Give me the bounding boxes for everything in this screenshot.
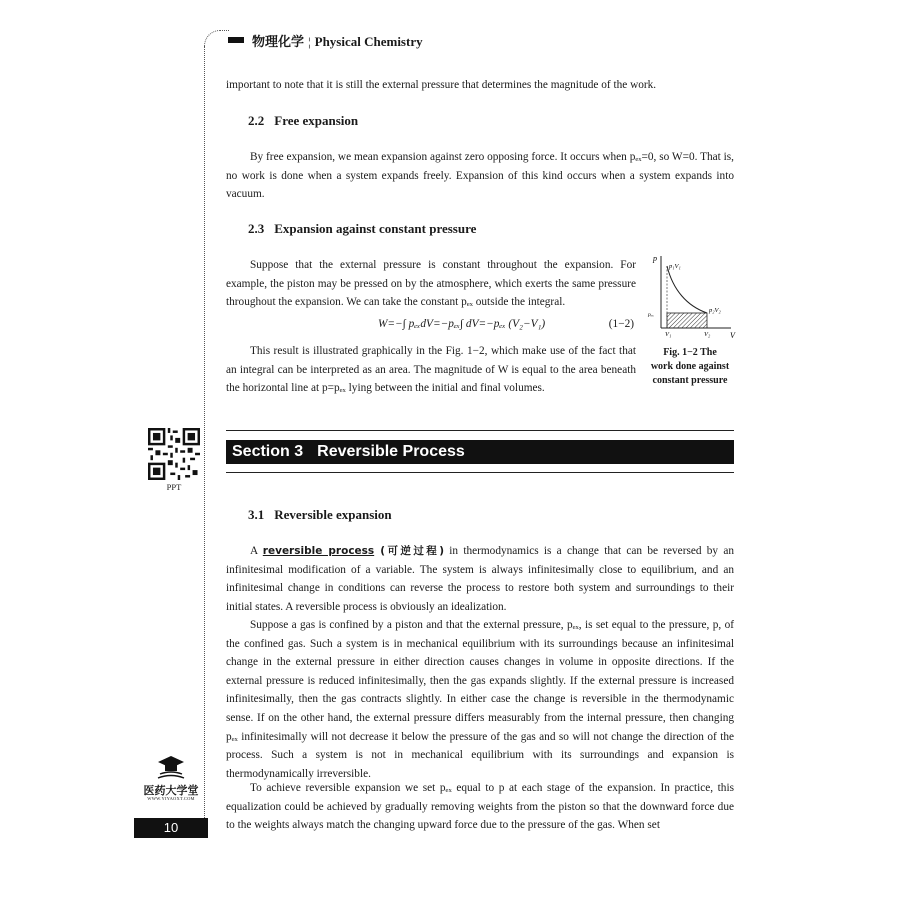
header-separator: ¦ [308, 34, 311, 49]
subheading-number: 2.2 [248, 113, 265, 128]
reversible-paragraph-3: To achieve reversible expansion we set pₑₓ equal to p at each stage of the expansion. In practice, this equalization could be achieved by gradually removing weights from the piston so that the downward force due to the weights always match the changing upward force due to the pressure of the gas. When set [226, 782, 734, 832]
subheading-2-3 [248, 221, 476, 237]
intro-text: important to note that it is still the external pressure that determines the magnitude of the work. [226, 79, 657, 91]
keyword-reversible-process: reversible process [262, 545, 375, 557]
figure-caption [640, 346, 740, 388]
pv-diagram-figure [647, 252, 737, 342]
qr-label: PPT [166, 482, 182, 492]
subheading-number: 2.3 [248, 221, 265, 236]
subheading-title: Reversible expansion [274, 507, 392, 522]
margin-border [204, 46, 205, 820]
header-en-title: Physical Chemistry [314, 34, 423, 49]
figure-caption-line: work done against [650, 361, 730, 372]
constant-pressure-paragraph-1: Suppose that the external pressure is constant throughout the expansion. For example, the piston may be pressed on by the atmosphere, which exerts the same pressure throughout the expansion. We can take the constant pₑₓ outside the integral. [226, 259, 636, 309]
keyword-cn-translation: (可逆过程) [374, 545, 445, 557]
subheading-title: Free expansion [274, 113, 359, 128]
subheading-title: Expansion against constant pressure [274, 221, 477, 236]
margin-border-arc [204, 30, 229, 47]
free-expansion-paragraph: By free expansion, we mean expansion against zero opposing force. It occurs when pₑₓ=0, so W=0. That is, no work is done when a system expands freely. Expansion of this kind occurs when a system expands into vacuum. [226, 151, 734, 201]
pex-label: pₑₓ [648, 312, 654, 318]
equation-label: (1−2) [608, 318, 634, 330]
header-cn-title: 物理化学 [252, 34, 305, 49]
header-bar [228, 37, 244, 43]
reversible-paragraph-2: Suppose a gas is confined by a piston and that the external pressure, pₑₓ, is set equal to the pressure, p, of the confined gas. Such a system is in mechanical equilibrium with its surroundings because an infinitesimal change in the external pressure in either direction causes changes in volume in opposite directions. If the external pressure is reduced infinitesimally, then the gas expands slightly. If the external pressure is increased infinitesimally, then the gas contracts slightly. In either case the change is reversible in the thermodynamic sense. If on the other hand, the external pressure differs measurably from the internal pressure, then changing pₑₓ infinitesimally will not decrease it below the pressure of the gas and so will not change the direction of the process. Such a system is not in mechanical equilibrium with its surroundings and expansion is thermodynamically irreversible. [226, 619, 734, 780]
expansion-curve [667, 266, 707, 313]
p2v2-label: p₂V₂ [709, 307, 721, 314]
logo-text: 医药大学堂 [143, 785, 199, 797]
p-axis-label: p [653, 254, 657, 263]
paragraph-text: A [250, 545, 263, 557]
section-name: Reversible Process [317, 443, 465, 460]
constant-pressure-paragraph-2: This result is illustrated graphically in the Fig. 1−2, which make use of the fact that an integral can be interpreted as an area. The magnitude of W is equal to the area beneath the horizontal line at p=pₑₓ lying between the initial and final volumes. [226, 345, 636, 395]
p1v1-label: p₁V₁ [669, 263, 681, 270]
section-title [232, 441, 465, 463]
paragraph-text: in thermodynamics is a change that can be reversed by an infinitesimal modification of a variable. The system is always infinitesimally close to equilibrium, and an infinitesimal change in conditions can reverse the process to restore both system and surroundings to their initial states. A reversible process is obviously an idealization. [226, 545, 734, 613]
figure-caption-line: constant pressure [652, 375, 728, 386]
qr-code-icon[interactable] [148, 428, 200, 480]
section-number: Section 3 [232, 443, 304, 460]
equation-body: W=−∫ pₑₓdV=−pₑₓ∫ dV=−pₑₓ (V₂−V₁) [378, 318, 546, 330]
logo-url: WWW.YIYAOXT.COM [147, 796, 195, 801]
v2-label: V₂ [704, 331, 711, 338]
section-rule-bottom [226, 472, 734, 473]
section-rule-top [226, 430, 734, 431]
subheading-number: 3.1 [248, 507, 265, 522]
figure-caption-line: Fig. 1−2 The [663, 347, 717, 358]
work-area [667, 313, 707, 328]
v1-label: V₁ [665, 331, 672, 338]
page-number: 10 [163, 820, 179, 835]
equation-1-2 [378, 318, 634, 330]
subheading-2-2 [248, 113, 358, 129]
running-header [252, 31, 423, 50]
subheading-3-1 [248, 507, 392, 523]
v-axis-label: V [730, 331, 735, 340]
reversible-paragraph-1 [226, 542, 734, 616]
